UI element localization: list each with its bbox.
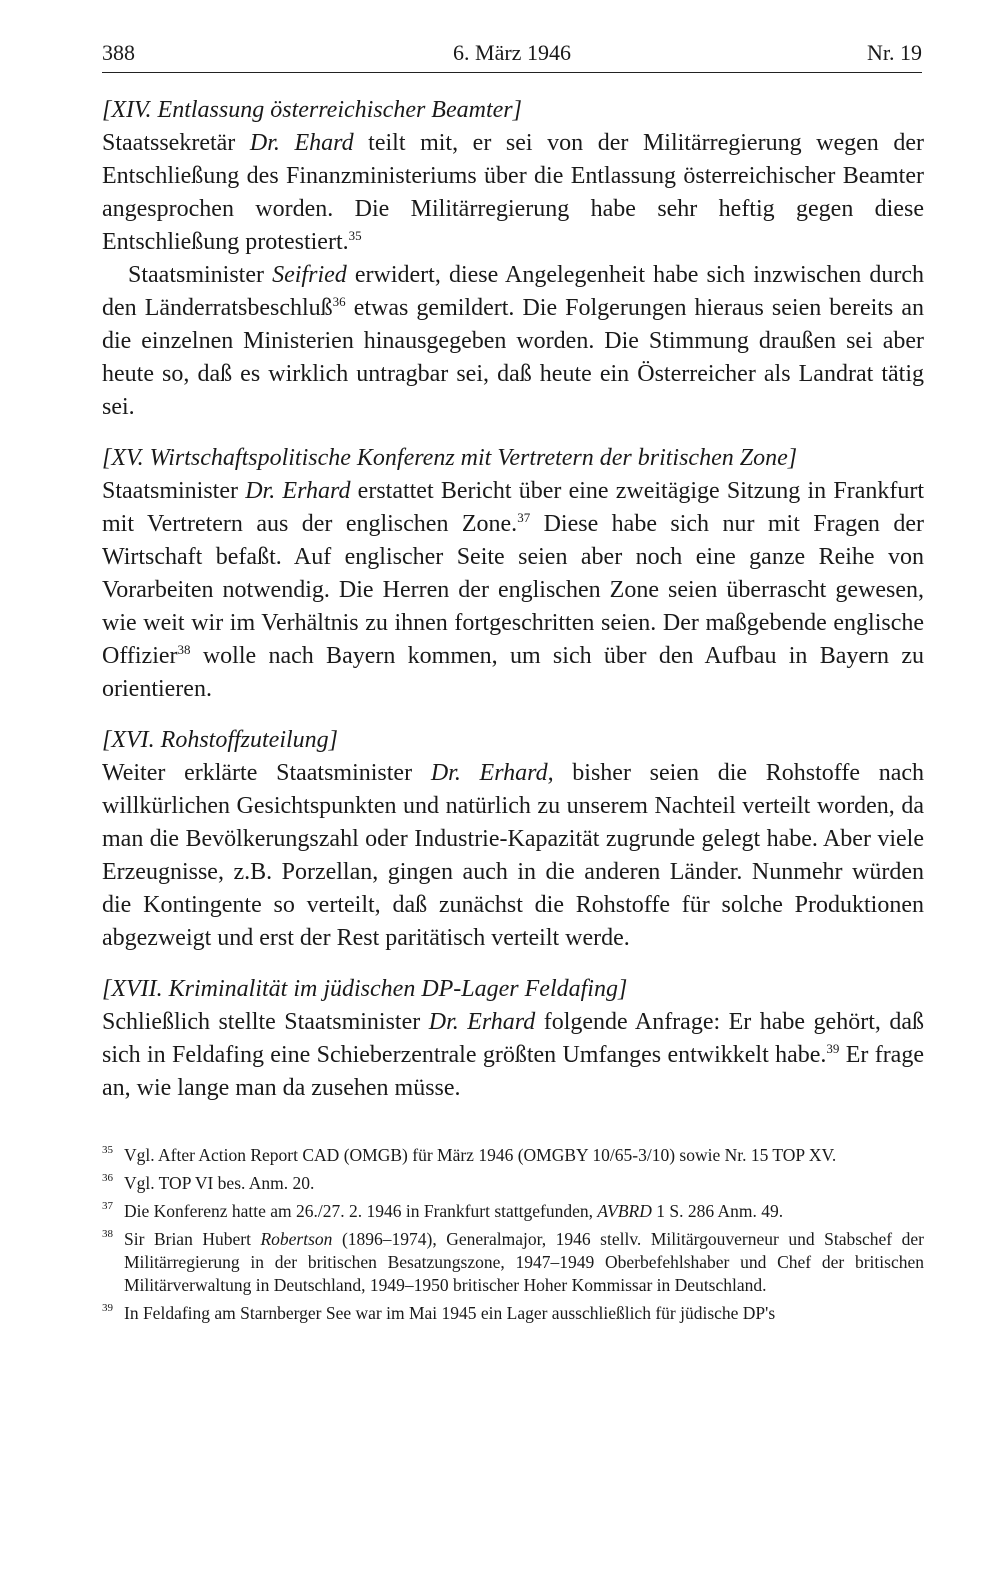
footnote-ref[interactable]: 35: [348, 228, 362, 243]
paragraph: Staatsminister Seifried erwidert, diese Angelegenheit habe sich inzwischen durch den Länderratsbeschluß$^{36}$ etwas gemildert. Die Folgerungen hieraus seien bereits an die einzelnen Ministerien hinausgegeben worden. Die Stimmung draußen sei aber heute so, daß es wirklich untragbar sei, daß heute ein Österreicher als Landrat tätig sei.: [102, 262, 925, 420]
footnote-36: 36 Vgl. TOP VI bes. Anm. 20.: [102, 1172, 315, 1193]
page-number: 388: [102, 40, 135, 65]
footnote-38: 38 Sir Brian Hubert Robertson (1896–1974), Generalmajor, 1946 stellv. Militärgouverneur und Stabschef der Militärregierung in der britischen Besatzungszone, 1947–1949 Oberbefehlshaber und Chef der britischen Militärverwaltung in Deutschland, 1949–1950 britischer Hoher Kommissar in Deutschland.: [102, 1228, 924, 1295]
footnote-35: 35 Vgl. After Action Report CAD (OMGB) für März 1946 (OMGBY 10/65-3/10) sowie Nr. 15 TOP XV.: [102, 1144, 837, 1165]
footnote-ref[interactable]: 39: [826, 1041, 840, 1056]
page-header: [102, 38, 922, 73]
main-text: [102, 94, 924, 1105]
section-heading-xvii: [XVII. Kriminalität im jüdischen DP-Lager Feldafing]: [102, 976, 628, 1002]
section-heading-xv: [XV. Wirtschaftspolitische Konferenz mit Vertretern der britischen Zone]: [102, 445, 798, 471]
footnote-37: 37 Die Konferenz hatte am 26./27. 2. 1946 in Frankfurt stattgefunden, AVBRD 1 S. 286 Anm. 49.: [102, 1200, 784, 1221]
paragraph: Staatsminister Dr. Erhard erstattet Bericht über eine zweitägige Sitzung in Frankfurt mit Vertretern aus der englischen Zone.$^{37}$ Diese habe sich nur mit Fragen der Wirtschaft befaßt. Auf englischer Seite seien aber noch eine ganze Reihe von Vorarbeiten notwendig. Die Herren der englischen Zone seien überrascht gewesen, wie weit wir im Verhältnis zu ihnen fortgeschritten seien. Der maßgebende englische Offizier$^{38}$ wolle nach Bayern kommen, um sich über den Aufbau in Bayern zu orientieren.: [102, 478, 925, 702]
paragraph: Staatssekretär Dr. Ehard teilt mit, er sei von der Militärregierung wegen der Entschließung des Finanzministeriums über die Entlassung österreichischer Beamter angesprochen worden. Die Militärregierung habe sehr heftig gegen diese Entschließung protestiert.$^{35}$: [102, 130, 925, 255]
footnotes: [102, 1144, 924, 1330]
footnote-39: 39 In Feldafing am Starnberger See war im Mai 1945 ein Lager ausschließlich für jüdische DP's: [102, 1302, 776, 1323]
footnote-ref[interactable]: 37: [517, 510, 531, 525]
footnote-ref[interactable]: 36: [332, 294, 346, 309]
document-number: Nr. 19: [867, 40, 922, 65]
section-heading-xvi: [XVI. Rohstoffzuteilung]: [102, 727, 338, 753]
footnote-ref[interactable]: 38: [177, 642, 191, 657]
paragraph: Schließlich stellte Staatsminister Dr. Erhard folgende Anfrage: Er habe gehört, daß sich in Feldafing eine Schieberzentrale größten Umfanges entwikkelt habe.$^{39}$ Er frage an, wie lange man da zusehen müsse.: [102, 1009, 924, 1101]
section-heading-xiv: [XIV. Entlassung österreichischer Beamter]: [102, 97, 522, 123]
paragraph: Weiter erklärte Staatsminister Dr. Erhard, bisher seien die Rohstoffe nach willkürlichen Gesichtspunkten und natürlich zu unserem Nachteil verteilt worden, da man die Bevölkerungszahl oder Industrie-Kapazität zugrunde gelegt habe. Aber viele Erzeugnisse, z.B. Porzellan, gingen auch in die anderen Länder. Nunmehr würden die Kontingente so verteilt, daß zunächst die Rohstoffe für solche Produktionen abgezweigt und erst der Rest paritätisch verteilt werde.: [102, 760, 925, 951]
header-date: 6. März 1946: [453, 40, 571, 65]
